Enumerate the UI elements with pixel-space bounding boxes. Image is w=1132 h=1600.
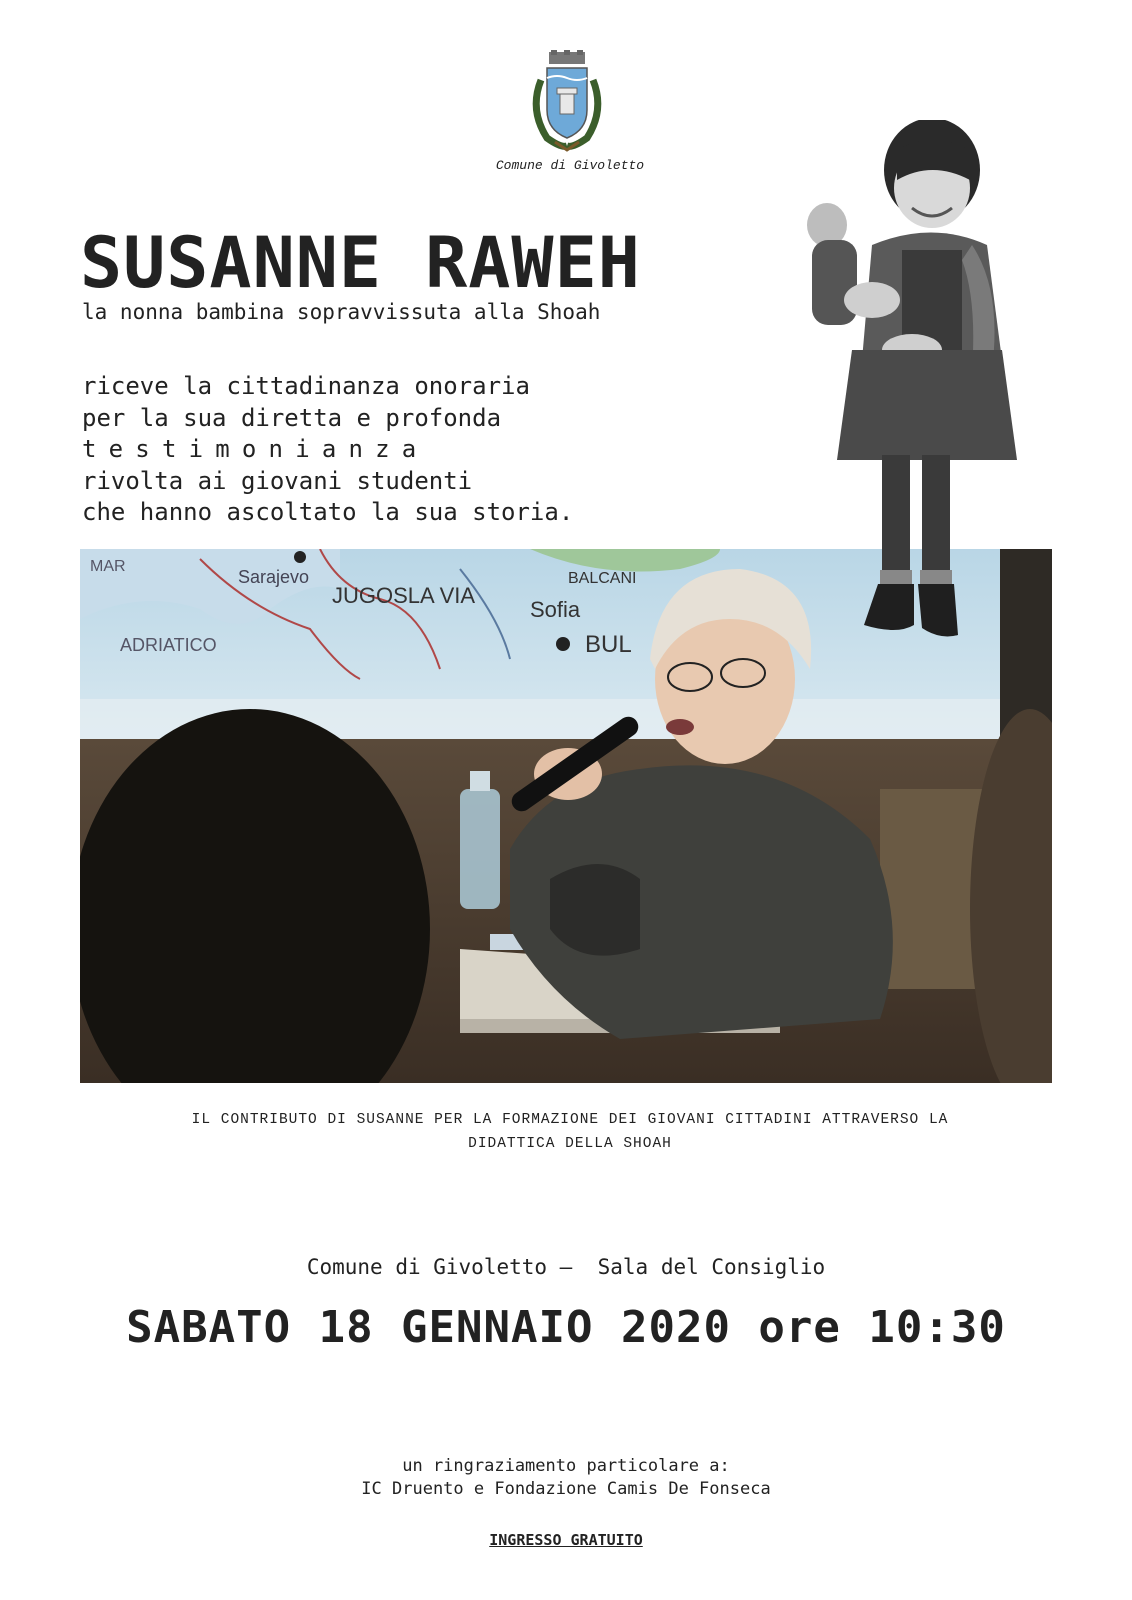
event-venue: Comune di Givoletto – Sala del Consiglio xyxy=(306,1255,826,1279)
thanks-line: IC Druento e Fondazione Camis De Fonseca xyxy=(361,1479,771,1499)
body-text xyxy=(82,371,573,529)
thanks-line: un ringraziamento particolare a: xyxy=(402,1456,730,1476)
body-line: che hanno ascoltato la sua storia. xyxy=(82,498,574,526)
body-line: riceve la cittadinanza onoraria xyxy=(82,372,530,400)
child-photo xyxy=(802,120,1022,665)
coat-of-arms-icon xyxy=(527,50,607,155)
map-label: MAR xyxy=(90,558,126,575)
acknowledgements xyxy=(0,1455,1132,1501)
map-label: Sofia xyxy=(530,597,581,622)
photo-caption xyxy=(110,1108,1030,1156)
map-label: BALCANI xyxy=(568,570,637,587)
subtitle: la nonna bambina sopravvissuta alla Shoah xyxy=(82,300,601,324)
caption-line: IL CONTRIBUTO DI SUSANNE PER LA FORMAZIONE DEI GIOVANI CITTADINI ATTRAVERSO LA xyxy=(191,1112,949,1128)
body-line: per la sua diretta e profonda xyxy=(82,403,502,432)
map-label: ADRIATICO xyxy=(120,635,217,655)
municipality-label: Comune di Givoletto xyxy=(495,158,645,173)
free-entry-notice: INGRESSO GRATUITO xyxy=(489,1531,643,1549)
body-line: rivolta ai giovani studenti xyxy=(82,466,473,495)
caption-line: DIDATTICA DELLA SHOAH xyxy=(468,1136,672,1152)
map-label: Sarajevo xyxy=(238,567,310,587)
map-label: BUL xyxy=(585,631,632,658)
page-title: SUSANNE RAWEH xyxy=(80,222,641,304)
body-line: testimonianza xyxy=(82,435,429,463)
map-label: JUGOSLA VIA xyxy=(332,583,476,608)
event-date: SABATO 18 GENNAIO 2020 ore 10:30 xyxy=(126,1302,1006,1353)
